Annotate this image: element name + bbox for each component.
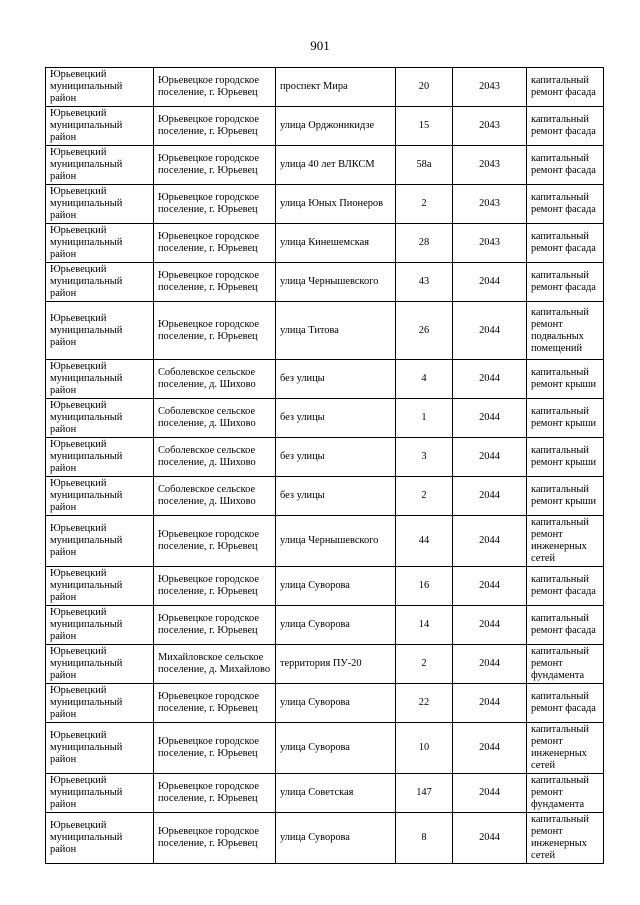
- work-type-cell: капитальный ремонт фасада: [527, 185, 604, 224]
- year-cell: 2043: [453, 224, 527, 263]
- settlement-cell: Юрьевецкое городское поселение, г. Юрьевец: [154, 723, 276, 774]
- work-type-cell: капитальный ремонт инженерных сетей: [527, 516, 604, 567]
- year-cell: 2043: [453, 68, 527, 107]
- house-number-cell: 22: [396, 684, 453, 723]
- settlement-cell: Юрьевецкое городское поселение, г. Юрьевец: [154, 567, 276, 606]
- street-cell: проспект Мира: [276, 68, 396, 107]
- table-row: [46, 438, 604, 477]
- year-cell: 2044: [453, 606, 527, 645]
- district-cell: Юрьевецкий муниципальный район: [46, 263, 154, 302]
- street-cell: улица Советская: [276, 774, 396, 813]
- district-cell: Юрьевецкий муниципальный район: [46, 723, 154, 774]
- table-row: [46, 107, 604, 146]
- street-cell: территория ПУ-20: [276, 645, 396, 684]
- settlement-cell: Михайловское сельское поселение, д. Михайлово: [154, 645, 276, 684]
- table-row: [46, 477, 604, 516]
- district-cell: Юрьевецкий муниципальный район: [46, 567, 154, 606]
- street-cell: улица Чернышевского: [276, 263, 396, 302]
- house-number-cell: 15: [396, 107, 453, 146]
- settlement-cell: Юрьевецкое городское поселение, г. Юрьевец: [154, 684, 276, 723]
- street-cell: улица Суворова: [276, 567, 396, 606]
- year-cell: 2044: [453, 302, 527, 360]
- house-number-cell: 1: [396, 399, 453, 438]
- district-cell: Юрьевецкий муниципальный район: [46, 107, 154, 146]
- settlement-cell: Юрьевецкое городское поселение, г. Юрьевец: [154, 224, 276, 263]
- year-cell: 2044: [453, 684, 527, 723]
- year-cell: 2044: [453, 438, 527, 477]
- street-cell: улица Кинешемская: [276, 224, 396, 263]
- street-cell: без улицы: [276, 360, 396, 399]
- work-type-cell: капитальный ремонт фасада: [527, 263, 604, 302]
- house-number-cell: 10: [396, 723, 453, 774]
- street-cell: улица Титова: [276, 302, 396, 360]
- settlement-cell: Юрьевецкое городское поселение, г. Юрьевец: [154, 813, 276, 864]
- work-type-cell: капитальный ремонт фасада: [527, 107, 604, 146]
- settlement-cell: Соболевское сельское поселение, д. Шихово: [154, 360, 276, 399]
- work-type-cell: капитальный ремонт фундамента: [527, 645, 604, 684]
- work-type-cell: капитальный ремонт крыши: [527, 399, 604, 438]
- table-row: [46, 645, 604, 684]
- house-number-cell: 14: [396, 606, 453, 645]
- year-cell: 2044: [453, 399, 527, 438]
- district-cell: Юрьевецкий муниципальный район: [46, 68, 154, 107]
- district-cell: Юрьевецкий муниципальный район: [46, 224, 154, 263]
- work-type-cell: капитальный ремонт инженерных сетей: [527, 813, 604, 864]
- table-row: [46, 224, 604, 263]
- page-number: 901: [310, 38, 330, 53]
- work-type-cell: капитальный ремонт фасада: [527, 224, 604, 263]
- work-type-cell: капитальный ремонт фасада: [527, 68, 604, 107]
- street-cell: без улицы: [276, 399, 396, 438]
- year-cell: 2043: [453, 107, 527, 146]
- work-type-cell: капитальный ремонт инженерных сетей: [527, 723, 604, 774]
- house-number-cell: 44: [396, 516, 453, 567]
- work-type-cell: капитальный ремонт крыши: [527, 360, 604, 399]
- district-cell: Юрьевецкий муниципальный район: [46, 302, 154, 360]
- year-cell: 2044: [453, 645, 527, 684]
- work-type-cell: капитальный ремонт фундамента: [527, 774, 604, 813]
- district-cell: Юрьевецкий муниципальный район: [46, 399, 154, 438]
- year-cell: 2044: [453, 477, 527, 516]
- year-cell: 2044: [453, 360, 527, 399]
- district-cell: Юрьевецкий муниципальный район: [46, 516, 154, 567]
- house-number-cell: 2: [396, 477, 453, 516]
- settlement-cell: Юрьевецкое городское поселение, г. Юрьевец: [154, 68, 276, 107]
- year-cell: 2044: [453, 723, 527, 774]
- table-body: [46, 68, 604, 864]
- house-number-cell: 20: [396, 68, 453, 107]
- table-row: [46, 263, 604, 302]
- year-cell: 2043: [453, 185, 527, 224]
- street-cell: без улицы: [276, 438, 396, 477]
- house-number-cell: 58а: [396, 146, 453, 185]
- district-cell: Юрьевецкий муниципальный район: [46, 185, 154, 224]
- year-cell: 2044: [453, 263, 527, 302]
- table-row: [46, 399, 604, 438]
- house-number-cell: 26: [396, 302, 453, 360]
- house-number-cell: 4: [396, 360, 453, 399]
- street-cell: улица 40 лет ВЛКСМ: [276, 146, 396, 185]
- year-cell: 2044: [453, 813, 527, 864]
- year-cell: 2043: [453, 146, 527, 185]
- district-cell: Юрьевецкий муниципальный район: [46, 774, 154, 813]
- house-number-cell: 28: [396, 224, 453, 263]
- settlement-cell: Соболевское сельское поселение, д. Шихово: [154, 438, 276, 477]
- work-type-cell: капитальный ремонт фасада: [527, 567, 604, 606]
- table-row: [46, 774, 604, 813]
- street-cell: улица Чернышевского: [276, 516, 396, 567]
- street-cell: улица Орджоникидзе: [276, 107, 396, 146]
- street-cell: без улицы: [276, 477, 396, 516]
- table-row: [46, 723, 604, 774]
- house-number-cell: 16: [396, 567, 453, 606]
- district-cell: Юрьевецкий муниципальный район: [46, 645, 154, 684]
- year-cell: 2044: [453, 774, 527, 813]
- table-row: [46, 360, 604, 399]
- street-cell: улица Суворова: [276, 723, 396, 774]
- district-cell: Юрьевецкий муниципальный район: [46, 813, 154, 864]
- table-row: [46, 146, 604, 185]
- district-cell: Юрьевецкий муниципальный район: [46, 438, 154, 477]
- settlement-cell: Юрьевецкое городское поселение, г. Юрьевец: [154, 107, 276, 146]
- table-row: [46, 302, 604, 360]
- work-type-cell: капитальный ремонт крыши: [527, 477, 604, 516]
- settlement-cell: Юрьевецкое городское поселение, г. Юрьевец: [154, 146, 276, 185]
- district-cell: Юрьевецкий муниципальный район: [46, 477, 154, 516]
- house-number-cell: 147: [396, 774, 453, 813]
- district-cell: Юрьевецкий муниципальный район: [46, 684, 154, 723]
- street-cell: улица Суворова: [276, 606, 396, 645]
- settlement-cell: Юрьевецкое городское поселение, г. Юрьевец: [154, 606, 276, 645]
- settlement-cell: Юрьевецкое городское поселение, г. Юрьевец: [154, 774, 276, 813]
- settlement-cell: Юрьевецкое городское поселение, г. Юрьевец: [154, 263, 276, 302]
- year-cell: 2044: [453, 516, 527, 567]
- street-cell: улица Суворова: [276, 813, 396, 864]
- district-cell: Юрьевецкий муниципальный район: [46, 606, 154, 645]
- table-row: [46, 684, 604, 723]
- work-type-cell: капитальный ремонт фасада: [527, 606, 604, 645]
- work-type-cell: капитальный ремонт подвальных помещений: [527, 302, 604, 360]
- work-type-cell: капитальный ремонт фасада: [527, 146, 604, 185]
- table-row: [46, 813, 604, 864]
- house-number-cell: 2: [396, 645, 453, 684]
- settlement-cell: Юрьевецкое городское поселение, г. Юрьевец: [154, 302, 276, 360]
- year-cell: 2044: [453, 567, 527, 606]
- repair-schedule-table: [45, 67, 604, 864]
- house-number-cell: 8: [396, 813, 453, 864]
- table-row: [46, 567, 604, 606]
- table-row: [46, 185, 604, 224]
- house-number-cell: 2: [396, 185, 453, 224]
- table-row: [46, 68, 604, 107]
- street-cell: улица Юных Пионеров: [276, 185, 396, 224]
- settlement-cell: Соболевское сельское поселение, д. Шихово: [154, 477, 276, 516]
- work-type-cell: капитальный ремонт крыши: [527, 438, 604, 477]
- settlement-cell: Юрьевецкое городское поселение, г. Юрьевец: [154, 516, 276, 567]
- settlement-cell: Соболевское сельское поселение, д. Шихово: [154, 399, 276, 438]
- street-cell: улица Суворова: [276, 684, 396, 723]
- work-type-cell: капитальный ремонт фасада: [527, 684, 604, 723]
- district-cell: Юрьевецкий муниципальный район: [46, 360, 154, 399]
- table-row: [46, 606, 604, 645]
- table-row: [46, 516, 604, 567]
- house-number-cell: 43: [396, 263, 453, 302]
- district-cell: Юрьевецкий муниципальный район: [46, 146, 154, 185]
- house-number-cell: 3: [396, 438, 453, 477]
- settlement-cell: Юрьевецкое городское поселение, г. Юрьевец: [154, 185, 276, 224]
